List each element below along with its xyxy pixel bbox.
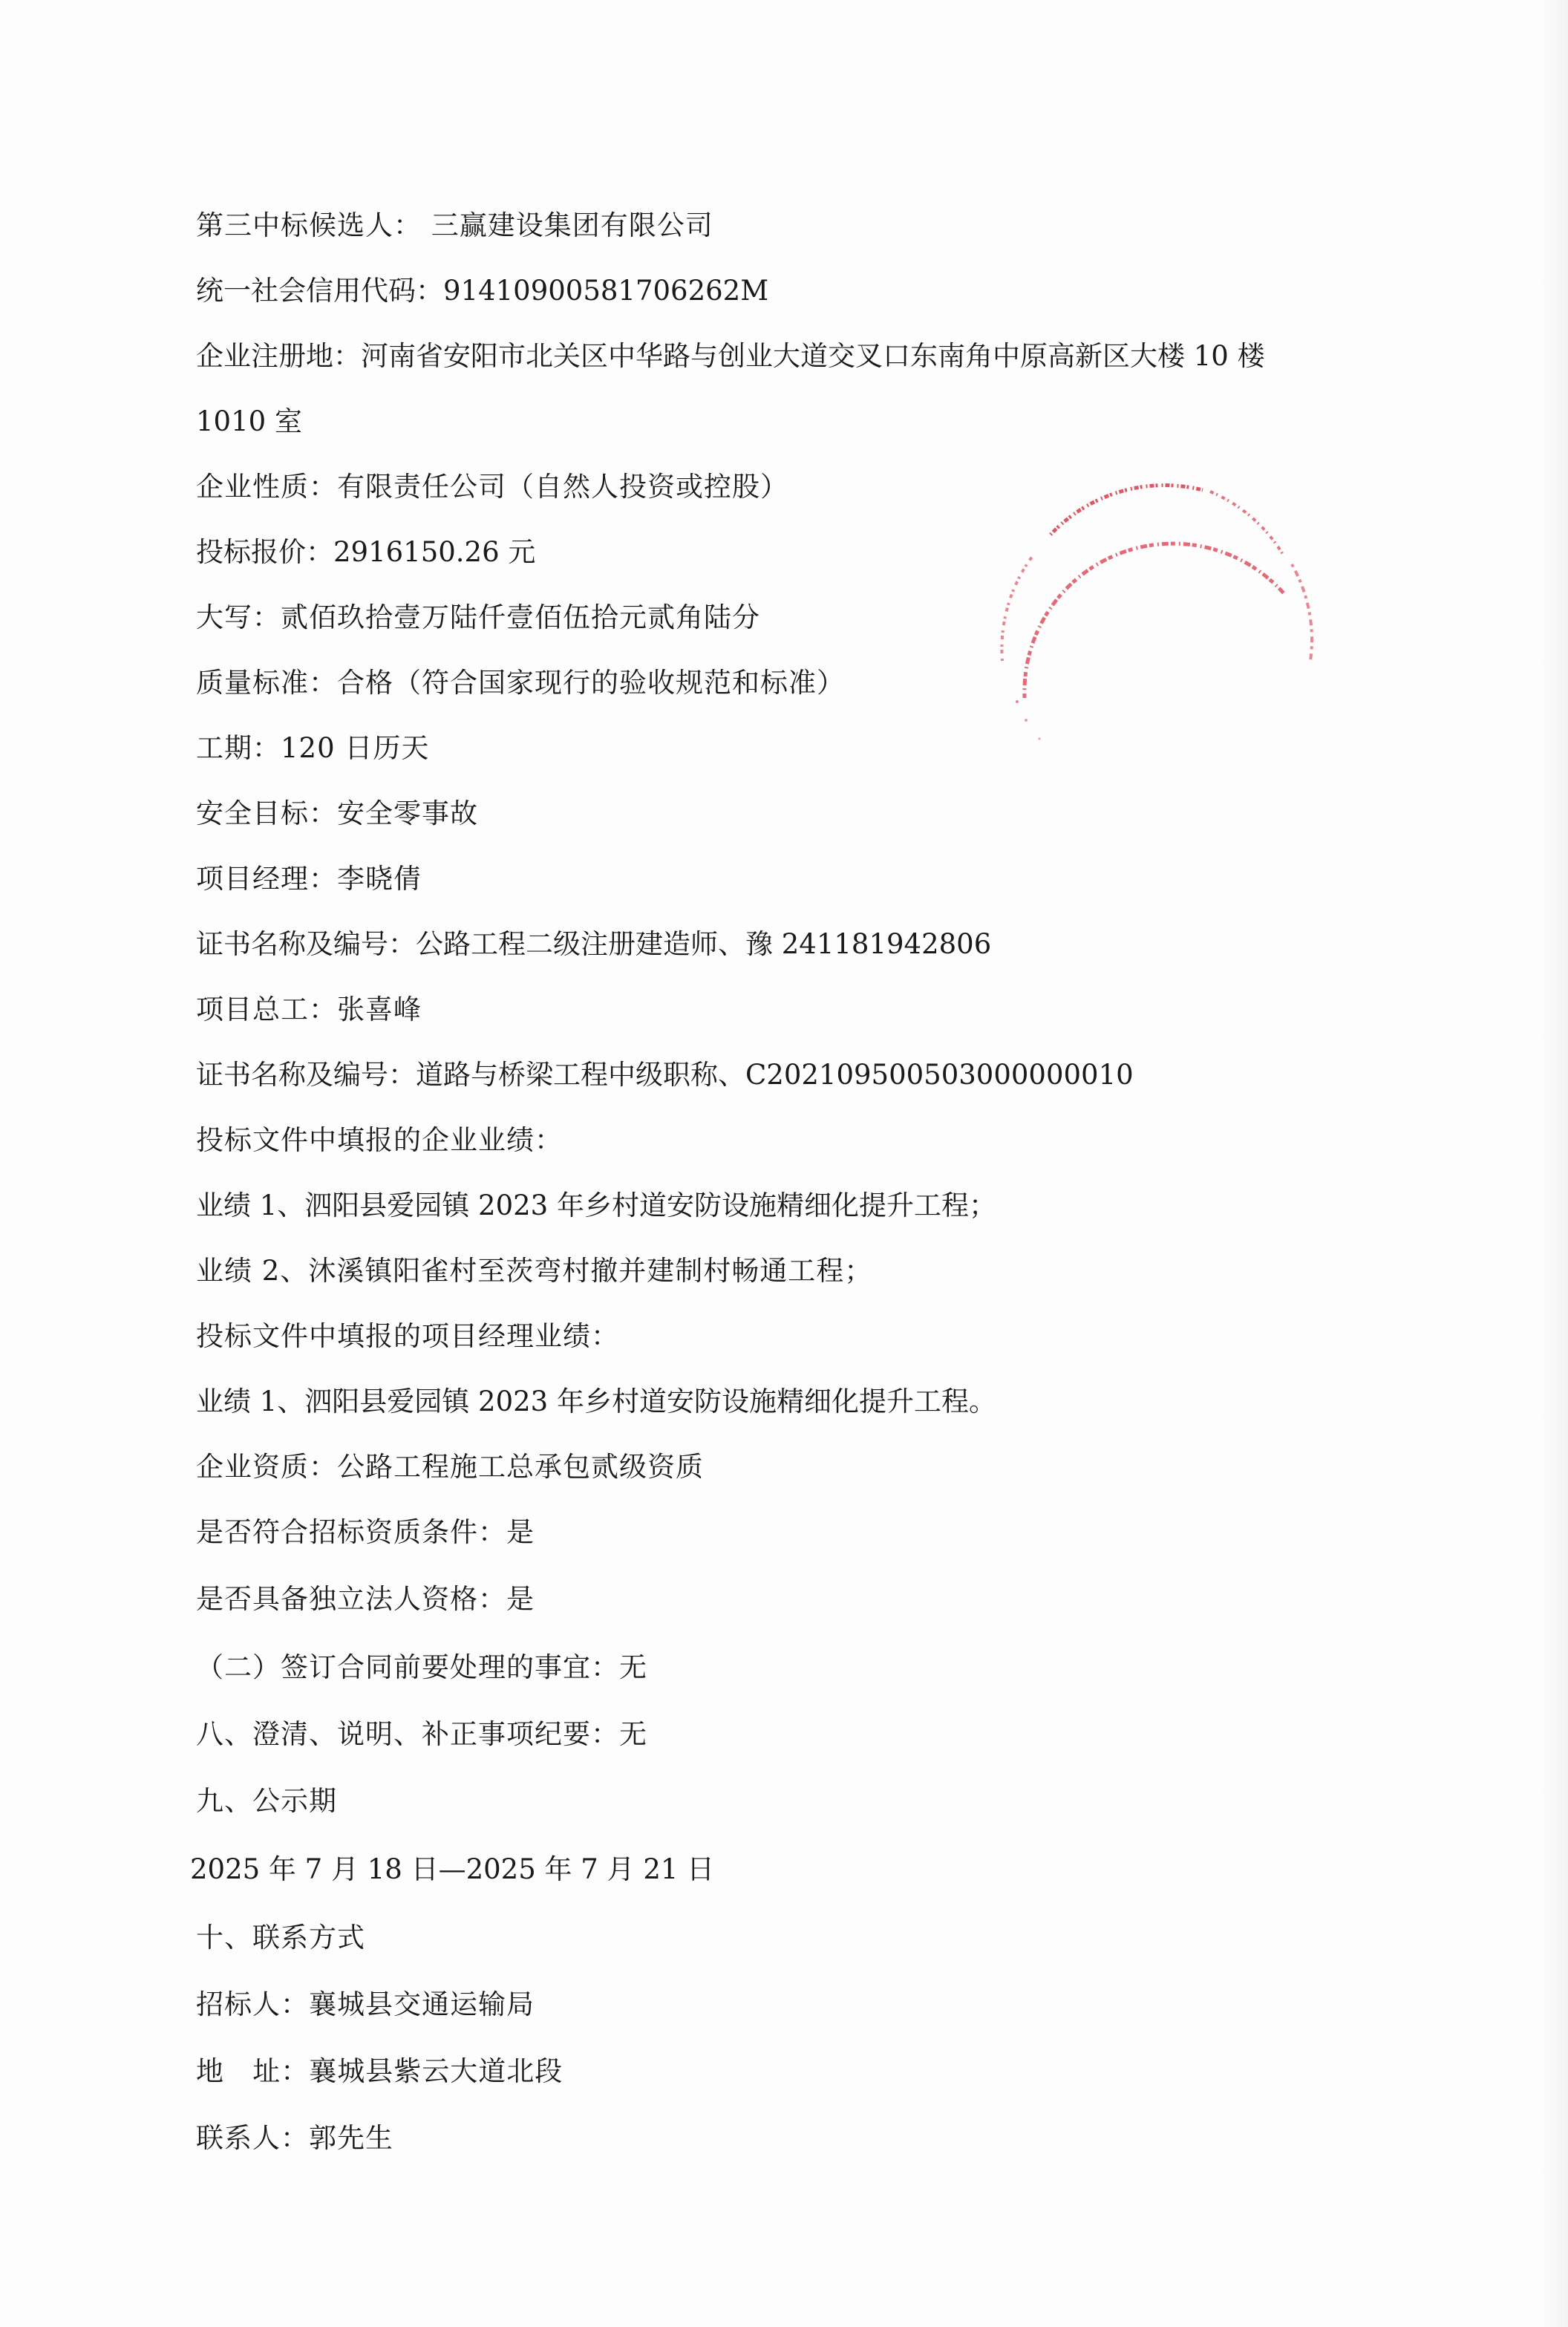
chief-engineer-line: 项目总工：张喜峰 bbox=[196, 993, 422, 1025]
project-manager-line: 项目经理：李晓倩 bbox=[196, 863, 422, 895]
third-candidate-line: 第三中标候选人： 三赢建设集团有限公司 bbox=[196, 209, 713, 241]
company-performance-item-2: 业绩 2、沐溪镇阳雀村至茨弯村撤并建制村畅通工程； bbox=[196, 1255, 873, 1287]
manager-performance-heading: 投标文件中填报的项目经理业绩： bbox=[196, 1320, 619, 1352]
independent-legal-person-line: 是否具备独立法人资格：是 bbox=[196, 1583, 535, 1615]
address-line: 地 址：襄城县紫云大道北段 bbox=[196, 2055, 564, 2087]
bid-price-uppercase-line: 大写：贰佰玖拾壹万陆仟壹佰伍拾元贰角陆分 bbox=[196, 601, 760, 633]
quality-standard-line: 质量标准：合格（符合国家现行的验收规范和标准） bbox=[196, 667, 845, 699]
manager-certificate-line: 证书名称及编号：公路工程二级注册建造师、豫 241181942806 bbox=[196, 928, 992, 960]
manager-performance-item-1: 业绩 1、泗阳县爱园镇 2023 年乡村道安防设施精细化提升工程。 bbox=[196, 1386, 996, 1417]
section-ten-heading: 十、联系方式 bbox=[196, 1922, 365, 1954]
engineer-certificate-line: 证书名称及编号：道路与桥梁工程中级职称、C202109500503000000010 bbox=[196, 1059, 1134, 1091]
publicity-period-line: 2025 年 7 月 18 日—2025 年 7 月 21 日 bbox=[190, 1853, 715, 1885]
pre-contract-matters-line: （二）签订合同前要处理的事宜：无 bbox=[196, 1651, 647, 1683]
duration-line: 工期：120 日历天 bbox=[196, 732, 430, 764]
meets-qualification-line: 是否符合招标资质条件：是 bbox=[196, 1516, 535, 1548]
page-edge-shadow bbox=[1538, 0, 1568, 2327]
tenderer-line: 招标人：襄城县交通运输局 bbox=[196, 1988, 535, 2020]
company-performance-item-1: 业绩 1、泗阳县爱园镇 2023 年乡村道安防设施精细化提升工程； bbox=[196, 1189, 996, 1221]
company-nature-line: 企业性质：有限责任公司（自然人投资或控股） bbox=[196, 471, 788, 503]
section-eight-line: 八、澄清、说明、补正事项纪要：无 bbox=[196, 1718, 647, 1750]
registration-address-cont-line: 1010 室 bbox=[196, 405, 302, 437]
contact-person-line: 联系人：郭先生 bbox=[196, 2122, 393, 2154]
safety-target-line: 安全目标：安全零事故 bbox=[196, 797, 478, 829]
company-performance-heading: 投标文件中填报的企业业绩： bbox=[196, 1124, 563, 1156]
company-qualification-line: 企业资质：公路工程施工总承包贰级资质 bbox=[196, 1451, 704, 1483]
red-seal-stamp-icon bbox=[980, 475, 1322, 787]
section-nine-heading: 九、公示期 bbox=[196, 1785, 337, 1817]
bid-price-line: 投标报价：2916150.26 元 bbox=[196, 536, 536, 568]
registration-address-line: 企业注册地：河南省安阳市北关区中华路与创业大道交叉口东南角中原高新区大楼 10 楼 bbox=[196, 340, 1265, 372]
credit-code-line: 统一社会信用代码：91410900581706262M bbox=[196, 275, 769, 307]
